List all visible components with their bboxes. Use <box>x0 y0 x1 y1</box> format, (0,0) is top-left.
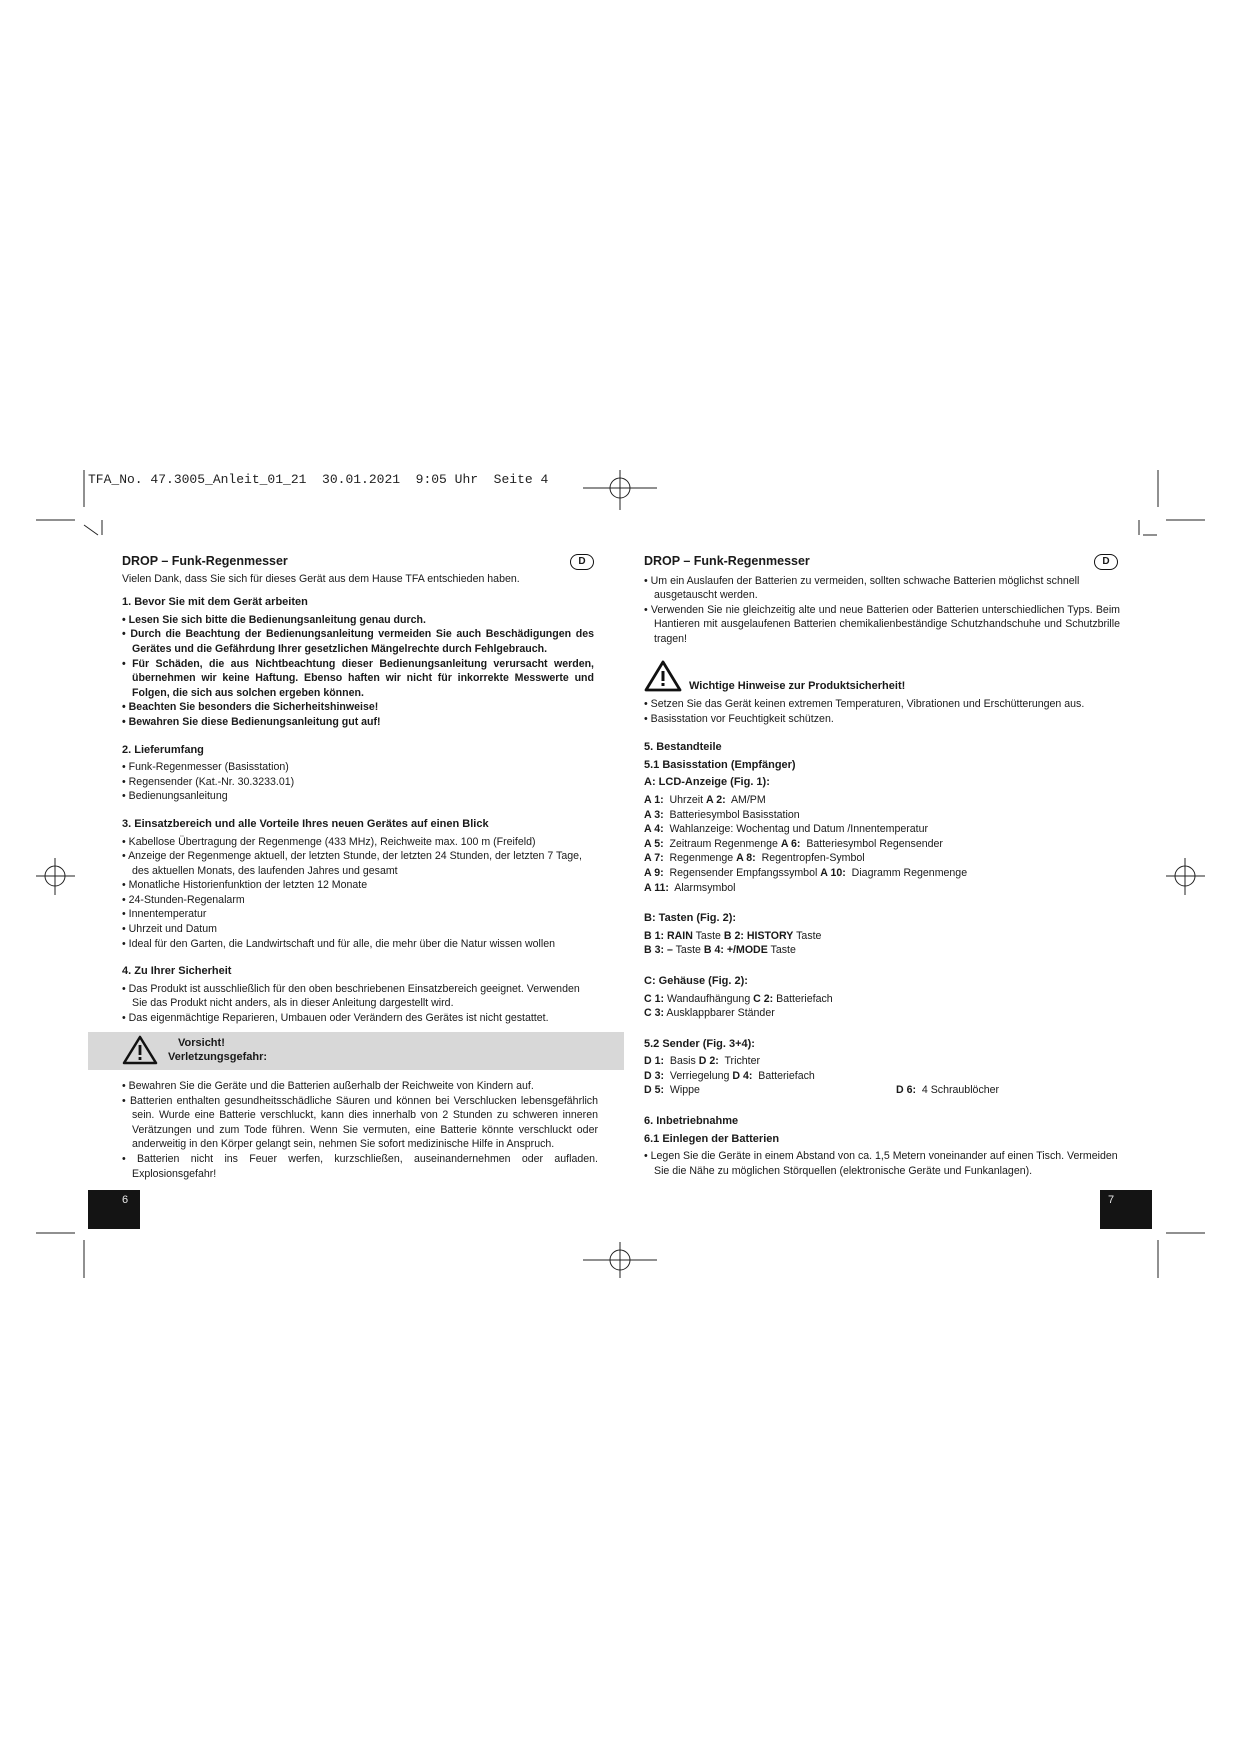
safety-heading: Wichtige Hinweise zur Produktsicherheit! <box>689 680 906 692</box>
component-label: Regenmenge <box>669 852 737 865</box>
component-row <box>644 992 1120 1007</box>
section-4-heading: 4. Zu Ihrer Sicherheit <box>122 965 232 978</box>
component-code: B 2: <box>723 929 744 942</box>
list-item: • Um ein Auslaufen der Batterien zu vermeiden, sollten schwache Batterien möglichst schnell ausgetauscht werden. <box>644 574 1080 602</box>
language-badge-left: D <box>570 554 594 570</box>
page-number-right-label: 7 <box>1108 1194 1115 1206</box>
component-code: D 5: <box>644 1084 665 1097</box>
component-row <box>644 866 1120 881</box>
component-label: 4 Schraublöcher <box>921 1084 1000 1097</box>
component-label: Wandaufhängung <box>666 992 754 1005</box>
section-6-list <box>644 1149 1120 1178</box>
component-code: C 2: <box>753 992 774 1005</box>
component-code: A 11: <box>644 881 669 894</box>
section-6-1-heading: 6.1 Einlegen der Batterien <box>644 1132 780 1145</box>
component-code: B 3: <box>644 944 665 957</box>
component-label: Taste <box>672 944 704 957</box>
button-name: HISTORY <box>746 929 794 942</box>
component-label: Regentropfen-Symbol <box>761 852 865 865</box>
component-row <box>644 929 1120 944</box>
list-item: • 24-Stunden-Regenalarm <box>122 893 245 906</box>
warning-triangle-icon <box>122 1035 158 1065</box>
button-name: – <box>666 944 673 957</box>
component-row <box>644 851 1120 866</box>
list-item: • Uhrzeit und Datum <box>122 923 217 936</box>
component-code: A 2: <box>706 793 726 806</box>
button-name: RAIN <box>666 929 693 942</box>
component-row <box>644 808 1120 823</box>
print-slug: TFA_No. 47.3005_Anleit_01_21 30.01.2021 9:05 Uhr Seite 4 <box>88 472 549 487</box>
safety-list <box>644 697 1120 726</box>
list-item: • Anzeige der Regenmenge aktuell, der letzten Stunde, der letzten 24 Stunden, der letzten 7 Tage, des aktuellen Monats, des laufenden Jahres und gesamt <box>122 850 582 877</box>
list-item: • Bedienungsanleitung <box>122 790 228 803</box>
section-2-heading: 2. Lieferumfang <box>122 743 204 756</box>
section-6-heading: 6. Inbetriebnahme <box>644 1115 739 1128</box>
section-3-heading: 3. Einsatzbereich und alle Vorteile Ihres neuen Gerätes auf einen Blick <box>122 817 489 830</box>
component-code: C 3: <box>644 1007 665 1020</box>
warning-list-block <box>122 1079 598 1181</box>
component-label: Batteriefach <box>758 1069 815 1082</box>
component-code: A 5: <box>644 837 664 850</box>
component-label: Regensender Empfangssymbol <box>669 866 821 879</box>
component-row <box>644 822 1120 837</box>
component-code: D 4: <box>732 1069 753 1082</box>
component-row <box>644 1069 1120 1084</box>
lcd-components <box>644 793 1120 895</box>
list-item: • Ideal für den Garten, die Landwirtschaft und für alle, die mehr über die Natur wissen wollen <box>122 937 555 950</box>
page-number-right <box>1100 1190 1152 1229</box>
list-item: • Innentemperatur <box>122 908 207 921</box>
component-row <box>644 881 1120 896</box>
component-row <box>644 943 1120 958</box>
page-number-left-label: 6 <box>122 1194 129 1206</box>
list-item: • Kabellose Übertragung der Regenmenge (433 MHz), Reichweite max. 100 m (Freifeld) <box>122 835 536 848</box>
component-code: A 7: <box>644 852 664 865</box>
battery-list <box>644 574 1120 647</box>
button-components <box>644 929 1120 958</box>
left-title: DROP – Funk-Regenmesser <box>122 554 288 568</box>
component-code: A 10: <box>820 866 846 879</box>
component-code: D 2: <box>698 1055 719 1068</box>
list-item: • Monatliche Historienfunktion der letzten 12 Monate <box>122 879 368 892</box>
component-label: Wahlanzeige: Wochentag und Datum /Innentemperatur <box>669 823 929 836</box>
component-row <box>644 793 1120 808</box>
component-code: D 1: <box>644 1055 665 1068</box>
component-row <box>644 1083 1120 1098</box>
component-code: D 3: <box>644 1069 665 1082</box>
component-label: Diagramm Regenmenge <box>851 866 968 879</box>
list-item: • Basisstation vor Feuchtigkeit schützen. <box>644 712 834 725</box>
right-title: DROP – Funk-Regenmesser <box>644 554 810 568</box>
housing-heading: C: Gehäuse (Fig. 2): <box>644 974 748 987</box>
housing-components <box>644 992 1120 1021</box>
button-name: +/MODE <box>726 944 768 957</box>
section-1-list <box>122 613 594 730</box>
list-item: • Das Produkt ist ausschließlich für den oben beschriebenen Einsatzbereich geeignet. Verwenden Sie das Produkt nicht anders, als in dieser Anleitung dargestellt wird. <box>122 982 580 1010</box>
component-code: A 1: <box>644 793 664 806</box>
lcd-heading: A: LCD-Anzeige (Fig. 1): <box>644 776 770 789</box>
section-5-2-heading: 5.2 Sender (Fig. 3+4): <box>644 1037 755 1050</box>
component-code: A 9: <box>644 866 664 879</box>
list-item: • Beachten Sie besonders die Sicherheitshinweise! <box>122 701 379 714</box>
list-item: • Setzen Sie das Gerät keinen extremen Temperaturen, Vibrationen und Erschütterungen aus. <box>644 698 1085 710</box>
component-label: Batteriesymbol Regensender <box>806 837 943 850</box>
warning-line-2: Verletzungsgefahr: <box>168 1051 268 1063</box>
component-label: AM/PM <box>730 793 766 806</box>
component-code: A 3: <box>644 808 664 821</box>
component-label: Taste <box>793 929 822 942</box>
list-item: • Verwenden Sie nie gleichzeitig alte und neue Batterien oder Batterien unterschiedlichen Typs. Beim Hantieren mit ausgelaufenen Batterien chemikalienbeständige Schutzhandschuhe und Schutzbrille tragen! <box>644 603 1120 645</box>
component-row <box>644 837 1120 852</box>
component-code: A 4: <box>644 823 664 836</box>
buttons-heading: B: Tasten (Fig. 2): <box>644 912 737 925</box>
list-item: • Durch die Beachtung der Bedienungsanleitung vermeiden Sie auch Beschädigungen des Gerätes und die Gefährdung Ihrer gesetzlichen Mängelrechte durch Fehlgebrauch. <box>122 628 594 655</box>
component-code: D 6: <box>896 1084 917 1097</box>
component-label: Uhrzeit <box>669 793 707 806</box>
section-2-list <box>122 760 594 804</box>
component-label: Taste <box>767 944 796 957</box>
component-code: C 1: <box>644 992 665 1005</box>
warning-text <box>168 1036 267 1064</box>
list-item: • Batterien enthalten gesundheitsschädliche Säuren und können bei Verschlucken lebensgefährlich sein. Wurde eine Batterie verschluckt, kann dies innerhalb von 2 Stunden zu schweren inneren Verätzungen und zum Tode führen. Wenn Sie vermuten, eine Batterie könnte verschluckt oder anderweitig in den Körper gelangt sein, nehmen Sie sofort medizinische Hilfe in Anspruch. <box>122 1094 598 1151</box>
component-code: B 4: <box>703 944 724 957</box>
component-label: Alarmsymbol <box>674 881 736 894</box>
component-code: A 6: <box>780 837 801 850</box>
language-badge-right: D <box>1094 554 1118 570</box>
list-item: • Lesen Sie sich bitte die Bedienungsanleitung genau durch. <box>122 613 426 626</box>
component-d6 <box>896 1083 999 1098</box>
component-code: A 8: <box>736 852 756 865</box>
list-item: • Bewahren Sie diese Bedienungsanleitung gut auf! <box>122 715 381 728</box>
component-label: Taste <box>692 929 724 942</box>
left-page <box>122 554 594 1026</box>
right-page-lower <box>644 697 1120 1178</box>
component-row <box>644 1054 1120 1069</box>
component-label: Trichter <box>724 1055 760 1068</box>
section-5-heading: 5. Bestandteile <box>644 741 722 754</box>
component-label: Ausklappbarer Ständer <box>666 1007 775 1020</box>
section-5-1-heading: 5.1 Basisstation (Empfänger) <box>644 758 796 771</box>
warning-list <box>122 1079 598 1181</box>
page-number-left <box>88 1190 140 1229</box>
list-item: • Das eigenmächtige Reparieren, Umbauen oder Verändern des Gerätes ist nicht gestattet. <box>122 1012 549 1025</box>
component-label: Batteriesymbol Basisstation <box>669 808 800 821</box>
list-item: • Legen Sie die Geräte in einem Abstand von ca. 1,5 Metern voneinander auf einen Tisch. Vermeiden Sie die Nähe zu möglichen Störquellen (elektronische Geräte und Funkanlagen). <box>644 1150 1118 1177</box>
section-1-heading: 1. Bevor Sie mit dem Gerät arbeiten <box>122 596 308 609</box>
section-3-list <box>122 835 594 952</box>
list-item: • Bewahren Sie die Geräte und die Batterien außerhalb der Reichweite von Kindern auf. <box>122 1080 534 1092</box>
list-item: • Regensender (Kat.-Nr. 30.3233.01) <box>122 775 295 788</box>
intro-text: Vielen Dank, dass Sie sich für dieses Gerät aus dem Hause TFA entschieden haben. <box>122 572 520 585</box>
list-item: • Für Schäden, die aus Nichtbeachtung dieser Bedienungsanleitung verursacht werden, übernehmen wir keine Haftung. Ebenso haften wir nicht für inkorrekte Messwerte und Folgen, die sich aus solchen ergeben können. <box>122 657 594 699</box>
component-label: Zeitraum Regenmenge <box>669 837 781 850</box>
list-item: • Funk-Regenmesser (Basisstation) <box>122 761 289 774</box>
component-label: Batteriefach <box>776 992 833 1005</box>
section-4-list <box>122 982 594 1026</box>
component-label: Verriegelung <box>669 1069 733 1082</box>
warning-line-1: Vorsicht! <box>178 1037 225 1049</box>
component-row <box>644 1006 1120 1021</box>
component-label: Wippe <box>669 1084 700 1097</box>
sender-components <box>644 1054 1120 1098</box>
right-page <box>644 554 1120 647</box>
component-code: B 1: <box>644 929 665 942</box>
safety-warning-icon <box>644 660 682 692</box>
list-item: • Batterien nicht ins Feuer werfen, kurzschließen, auseinandernehmen oder aufladen. Explosionsgefahr! <box>122 1152 598 1180</box>
component-label: Basis <box>669 1055 699 1068</box>
